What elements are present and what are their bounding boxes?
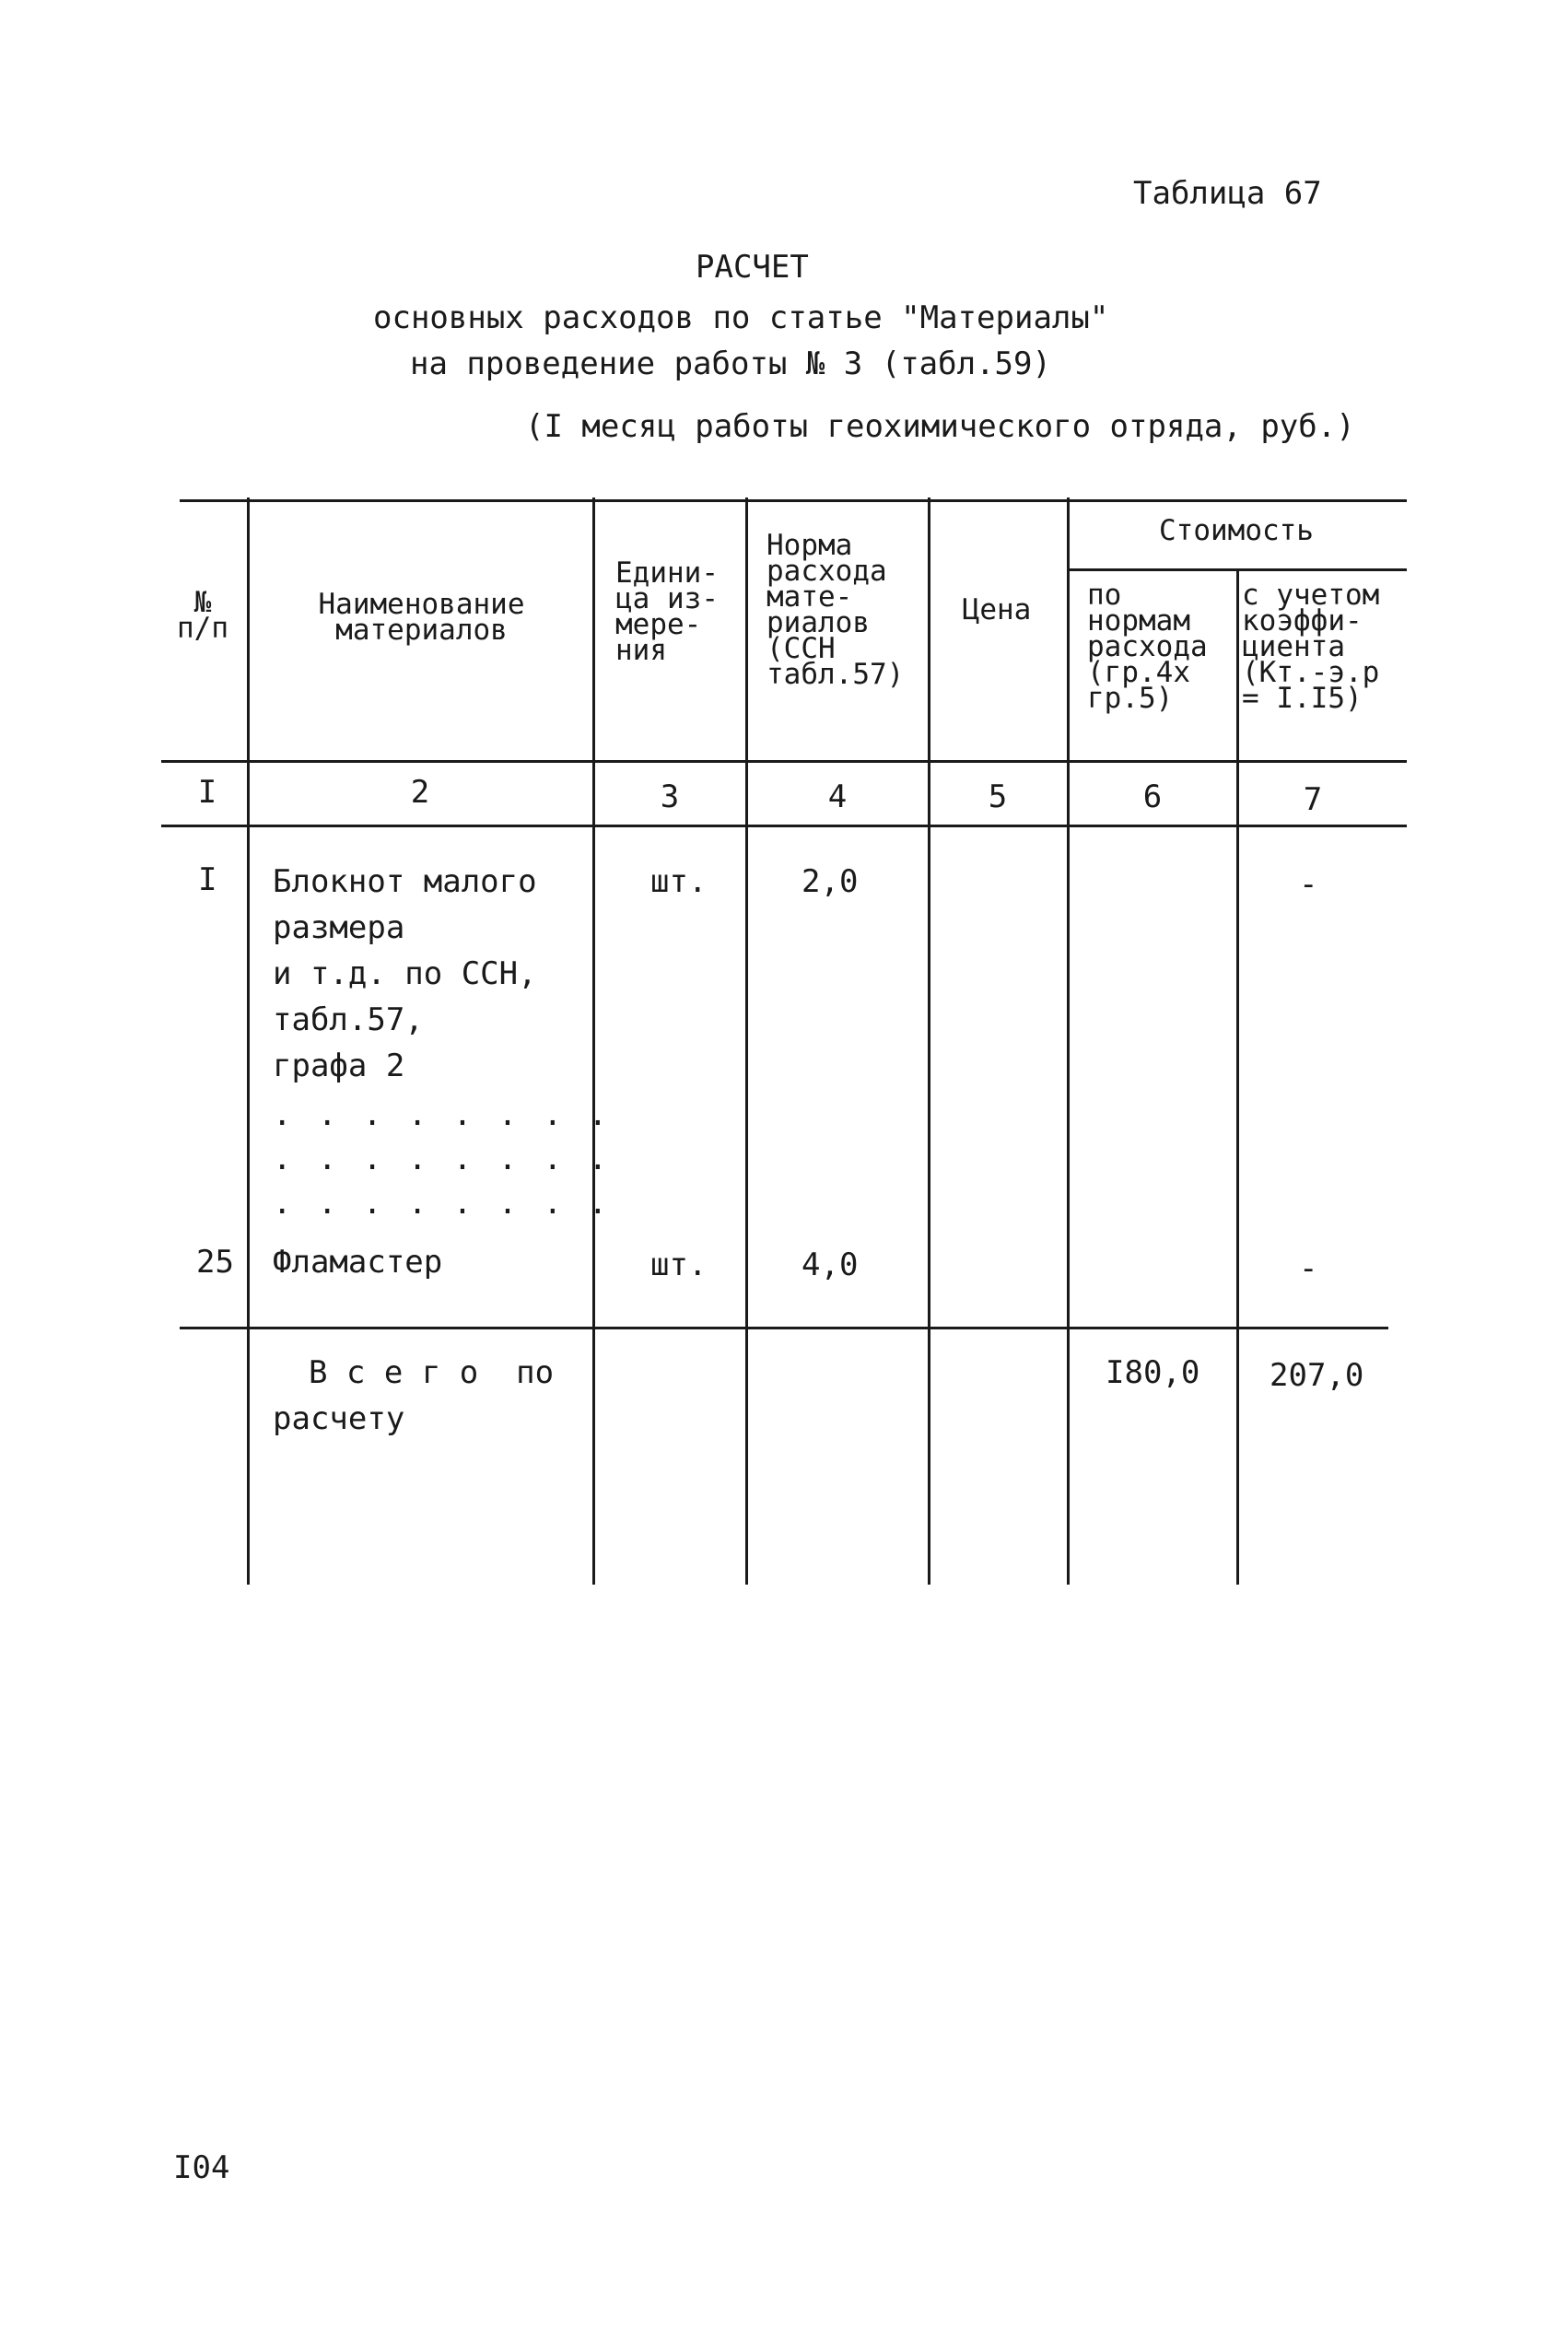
row-norm: 2,0 [802, 863, 859, 900]
col-number-3: 3 [660, 778, 680, 815]
header-unit: Едини- ца из- мере- ния [615, 556, 719, 667]
page-number: I04 [173, 2149, 230, 2186]
col-number-6: 6 [1142, 778, 1163, 815]
header-cost-norm: по нормам расхода (гр.4х гр.5) [1087, 579, 1208, 715]
header-norm: Норма расхода мате- риалов (ССН табл.57) [766, 529, 905, 691]
col-number-4: 4 [827, 778, 848, 815]
col-divider-1 [247, 497, 250, 1585]
header-name: Наименование материалов [318, 588, 525, 647]
col-number-2: 2 [410, 774, 430, 811]
row-name: Фламастер [273, 1244, 443, 1281]
col-divider-6 [1236, 568, 1239, 1585]
body-bottom-border [180, 1327, 1388, 1329]
table-top-border [180, 499, 1407, 502]
row-cost-coefficient: - [1299, 866, 1318, 903]
row-unit: шт. [650, 1246, 708, 1283]
row-name: Блокнот малого размера и т.д. по ССН, табл.57, графа 2 [273, 863, 537, 1084]
document-subtitle-2: на проведение работы № 3 (табл.59) [410, 345, 1051, 382]
row-unit: шт. [650, 863, 708, 900]
row-cost-coefficient: - [1299, 1250, 1318, 1287]
ellipsis-dots-1: . . . . . . . . [273, 1096, 612, 1133]
col-divider-5 [1067, 497, 1070, 1585]
col-divider-3 [745, 497, 748, 1585]
row-number: 25 [196, 1244, 234, 1281]
col-divider-4 [928, 497, 930, 1585]
header-bottom-border [161, 760, 1407, 763]
col-number-7: 7 [1303, 781, 1323, 818]
document-subtitle-1: основных расходов по статье "Материалы" [373, 299, 1109, 336]
row-norm: 4,0 [802, 1246, 859, 1283]
ellipsis-dots-2: . . . . . . . . [273, 1141, 612, 1177]
header-cost-group: Стоимость [1159, 514, 1314, 547]
header-price: Цена [962, 593, 1032, 626]
total-cost-coefficient: 207,0 [1270, 1357, 1364, 1394]
col-number-1: I [197, 774, 217, 811]
header-num: № п/п [177, 586, 228, 645]
ellipsis-dots-3: . . . . . . . . [273, 1185, 612, 1222]
document-subtitle-3: (I месяц работы геохимического отряда, руб.) [525, 408, 1355, 445]
row-number: I [198, 861, 217, 898]
numbers-row-bottom-border [161, 825, 1407, 827]
col-number-5: 5 [988, 778, 1008, 815]
document-title: РАСЧЕТ [696, 249, 809, 286]
header-cost-coef: с учетом коэффи- циента (Кт.-э.р = I.I5) [1242, 579, 1380, 715]
total-label-line-2: расчету [273, 1400, 405, 1437]
table-label: Таблица 67 [1133, 175, 1322, 212]
total-cost: I80,0 [1106, 1354, 1200, 1391]
col-divider-2 [592, 497, 595, 1585]
total-label: В с е г о по [309, 1354, 555, 1391]
